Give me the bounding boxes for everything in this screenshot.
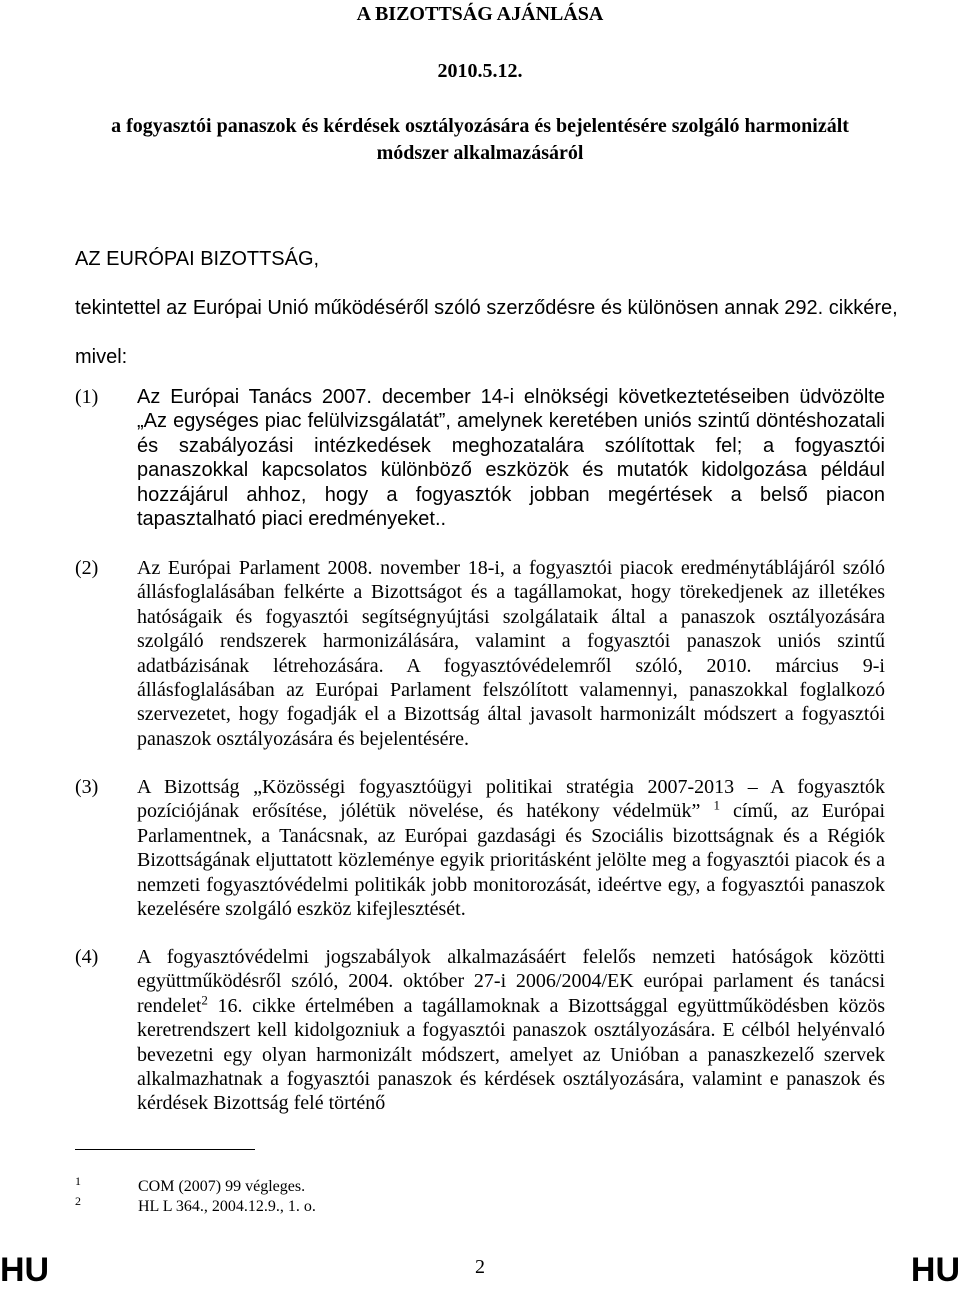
footnote-text: COM (2007) 99 végleges. xyxy=(138,1178,306,1195)
recital-text: Az Európai Tanács 2007. december 14-i elnökségi következtetéseiben üdvözölte „Az egységes piac felülvizsgálatát”, amelynek keretében uniós szintű döntéshozatali és szabályozási intézkedések meghozatalára szólítottak fel; a fogyasztói panaszokkal kapcsolatos különböző eszközök és mutatók kidolgozása például hozzájárul ahhoz, hogy a fogyasztók jobban megértések a belső piacon tapasztalható piaci eredményeket.. xyxy=(137,386,885,531)
recital-number: (2) xyxy=(75,557,99,579)
page-number: 2 xyxy=(475,1256,485,1278)
having-regard-clause: tekintettel az Európai Unió működéséről szóló szerződésre és különösen annak 292. cikkére, xyxy=(75,297,898,319)
document-subject: a fogyasztói panaszok és kérdések osztályozására és bejelentésére szolgáló harmonizált módszer alkalmazásáról xyxy=(111,115,849,164)
recital-number: (1) xyxy=(75,386,99,408)
document-date: 2010.5.12. xyxy=(437,60,523,82)
issuing-authority: AZ EURÓPAI BIZOTTSÁG, xyxy=(75,248,320,270)
recital-text-part: A fogyasztóvédelmi jogszabályok alkalmazásáért felelős nemzeti hatóságok közötti együttműködésről szóló, 2004. október 27-i 2006/2004/EK európai parlament és tanácsi rendelet xyxy=(137,946,885,1017)
recital-1 xyxy=(75,385,885,531)
footnote-number: 1 xyxy=(75,1174,81,1188)
language-code-right: HU xyxy=(910,1251,960,1289)
document-title: A BIZOTTSÁG AJÁNLÁSA xyxy=(356,3,604,25)
recital-3 xyxy=(75,775,885,921)
footnote-number: 2 xyxy=(75,1194,81,1208)
recital-number: (3) xyxy=(75,776,99,798)
recital-text xyxy=(137,775,885,921)
recital-text: Az Európai Parlament 2008. november 18-i, a fogyasztói piacok eredménytáblájáról szóló állásfoglalásában felkérte a Bizottságot és a tagállamokat, hogy törekedjenek az illetékes hatóságaik és fogyasztói segítségnyújtási szolgálataik által a panaszok osztályozására szolgáló rendszerek harmonizálására, valamint a fogyasztói panaszok uniós szintű adatbázisának létrehozására. A fogyasztóvédelemről szóló, 2010. március 9-i állásfoglalásában az Európai Parlament felszólított valamennyi, panaszokkal foglalkozó szervezetet, hogy fogadják el a Bizottság által javasolt harmonizált módszert a fogyasztói panaszok osztályozására és bejelentésére. xyxy=(137,557,885,750)
recital-text-part: című, az Európai Parlamentnek, a Tanácsnak, az Európai gazdasági és Szociális bizottságnak és a Régiók Bizottságának eljuttatott közleménye egyik prioritásként jelölte meg a fogyasztói piacok és a nemzeti fogyasztóvédelmi politikák jobb monitorozását, ideértve egy, a fogyasztói panaszok kezelésére szolgáló eszköz kifejlesztését. xyxy=(137,800,886,921)
recital-number: (4) xyxy=(75,946,99,968)
footnote-text: HL L 364., 2004.12.9., 1. o. xyxy=(138,1198,316,1215)
footnote-ref-2[interactable]: 2 xyxy=(201,992,208,1008)
recital-text-part: 16. cikke értelmében a tagállamoknak a Bizottsággal együttműködésben közös keretrendszert kell kidolgozniuk a fogyasztói panaszok osztályozására. E célból helyénvaló bevezetni egy olyan harmonizált módszert, amelyet az Unióban a panaszkezelő szervek alkalmazhatnak a fogyasztói panaszok és kérdések osztályozására, valamint e panaszok és kérdések Bizottság felé történő xyxy=(137,994,885,1115)
recital-4 xyxy=(75,945,885,1116)
language-code-left: HU xyxy=(0,1251,50,1289)
recital-text-part: A Bizottság „Közösségi fogyasztóügyi politikai stratégia 2007-2013 – A fogyasztók pozíciójának erősítése, jólétük növelése, és hatékony védelmük” xyxy=(137,776,885,823)
whereas-label: mivel: xyxy=(75,346,128,368)
footnote-ref-1[interactable]: 1 xyxy=(713,797,720,813)
recital-2 xyxy=(75,556,885,751)
recital-text xyxy=(137,945,885,1116)
footnote-separator xyxy=(75,1149,255,1150)
